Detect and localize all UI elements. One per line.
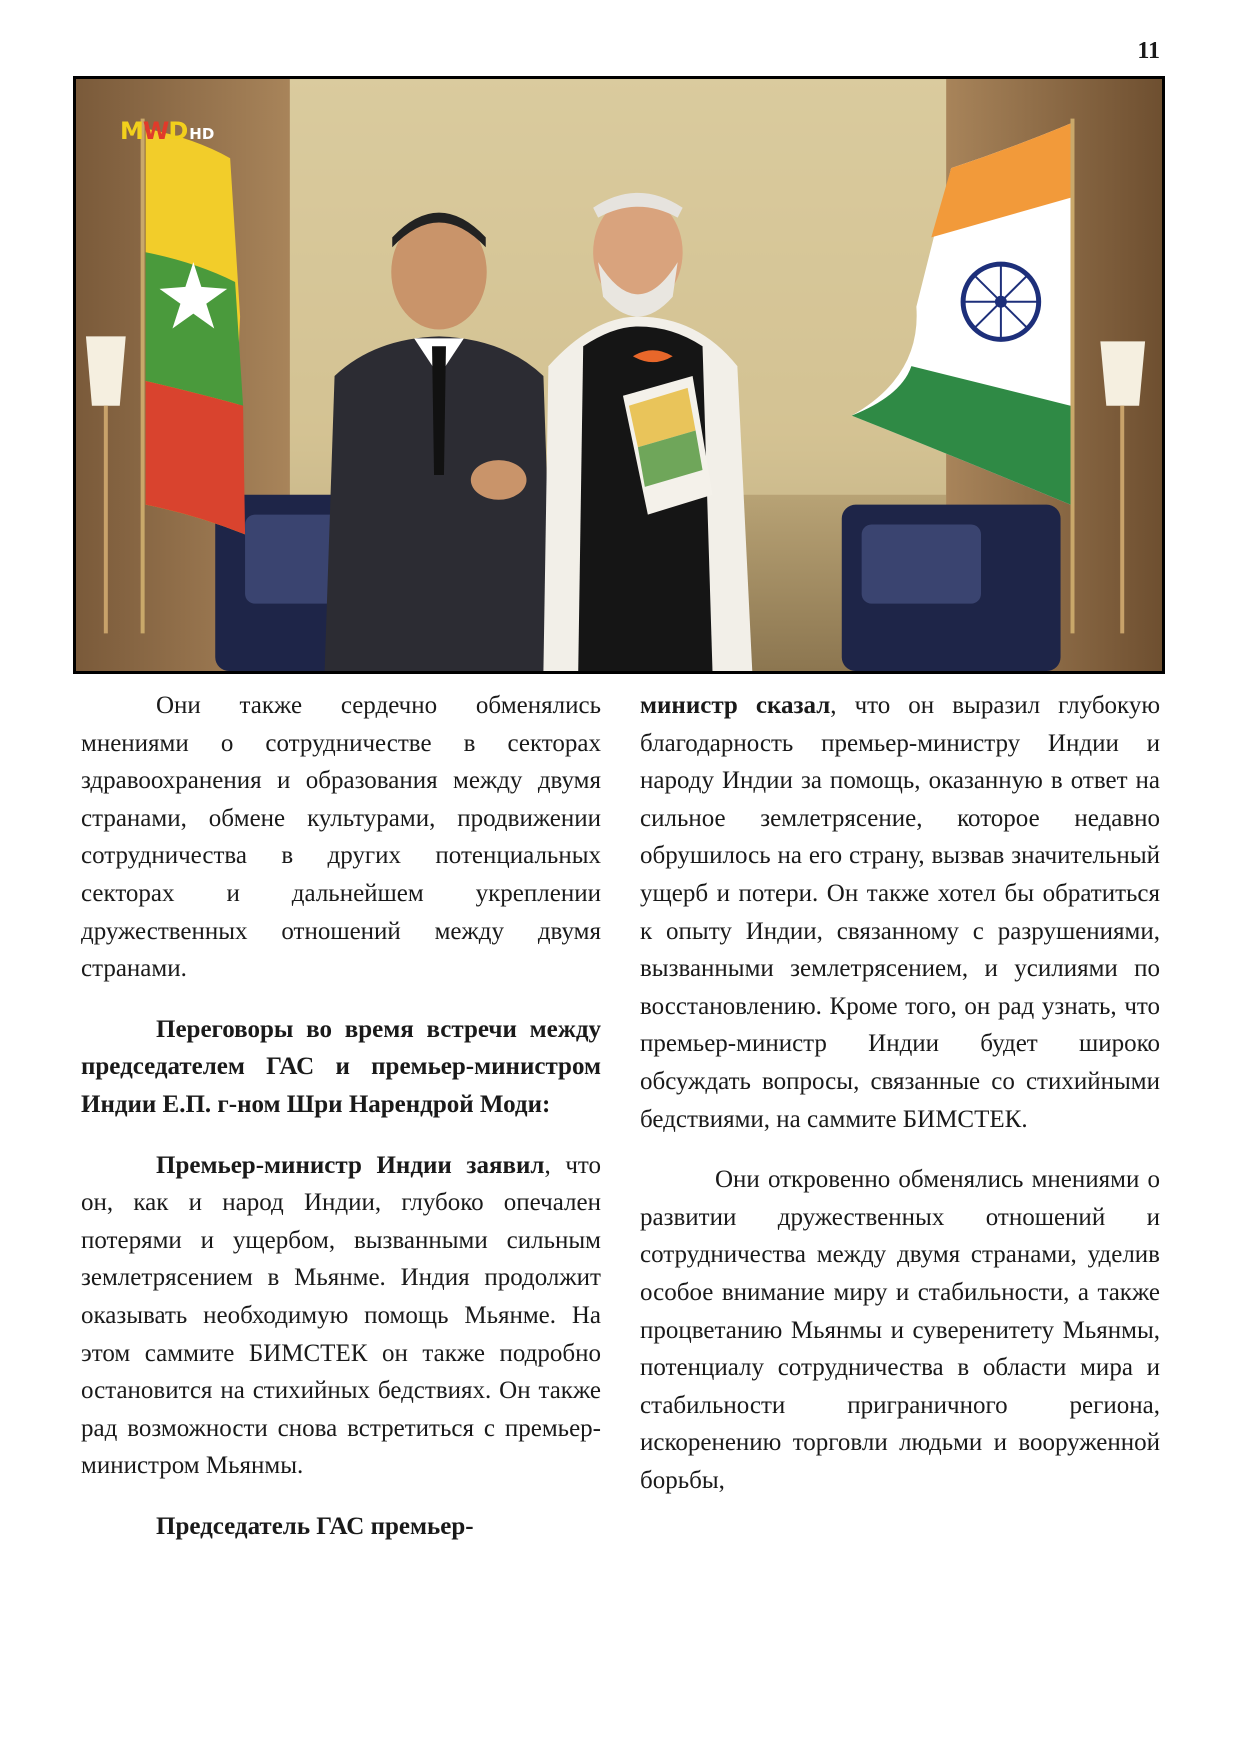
mwd-hd-logo: MWD HD xyxy=(120,117,215,145)
meeting-photo xyxy=(73,76,1165,674)
left-paragraph-3: Председатель ГАС премьер- xyxy=(156,1512,474,1540)
left-flagpole xyxy=(141,119,145,634)
page-number: 11 xyxy=(1137,38,1160,64)
left-paragraph-1: Они также сердечно обменялись мнениями о сотрудничестве в секторах здравоохранения и образования между двумя странами, обмене культурами, продвижении сотрудничества в других потенциальных секторах и дальнейшем укреплении дружественных отношений между двумя странами. xyxy=(81,692,601,983)
meeting-photo-illustration xyxy=(76,79,1162,671)
left-paragraph-2: Премьер-министр Индии заявил, что он, как и народ Индии, глубоко опечален потерями и ущербом, вызванными сильным землетрясением в Мьянме. Индия продолжит оказывать необходимую помощь Мьянме. На этом саммите БИМСТЕК он также подробно остановится на стихийных бедствиях. Он также рад возможности снова встретиться с премьер-министром Мьянмы. xyxy=(81,1151,601,1480)
right-paragraph-1: министр сказал, что он выразил глубокую благодарность премьер-министру Индии и народу Индии за помощь, оказанную в ответ на сильное землетрясение, которое недавно обрушилось на его страну, вызвав значительный ущерб и потери. Он также хотел бы обратиться к опыту Индии, связанному с разрушениями, вызванными землетрясением, и усилиями по восстановлению. Кроме того, он рад узнать, что премьер-министр Индии будет широко обсуждать вопросы, связанные со стихийными бедствиями, на саммите БИМСТЕК. xyxy=(640,692,1161,1133)
left-column xyxy=(81,687,601,1545)
section-heading: Переговоры во время встречи между председателем ГАС и премьер-министром Индии Е.П. г-ном Шри Нарендрой Моди: xyxy=(81,1015,601,1118)
handshake xyxy=(471,460,527,500)
left-lamp xyxy=(86,336,126,405)
right-paragraph-2: Они откровенно обменялись мнениями о развитии дружественных отношений и сотрудничества между двумя странами, уделив особое внимание миру и стабильности, а также процветанию Мьянмы и суверенитету Мьянмы, потенциалу сотрудничества в области мира и стабильности приграничного региона, искоренению торговли людьми и вооруженной борьбы, xyxy=(640,1166,1160,1494)
right-flagpole xyxy=(1071,119,1075,634)
right-lamp xyxy=(1100,341,1145,405)
right-column xyxy=(640,687,1160,1499)
